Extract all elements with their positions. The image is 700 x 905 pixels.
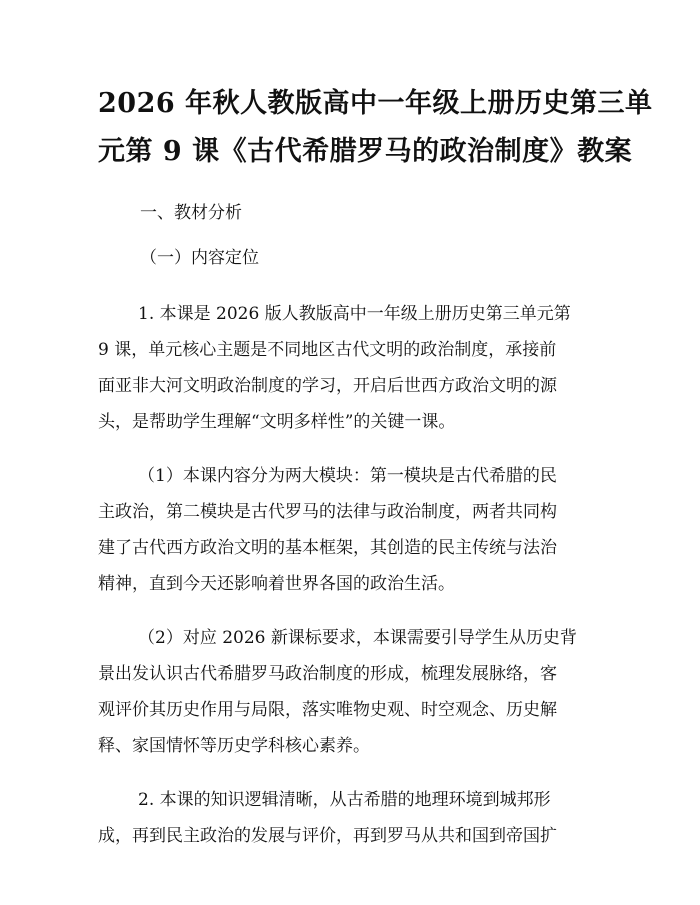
paragraph-line: 成，再到民主政治的发展与评价，再到罗马从共和国到帝国扩 [98,826,557,846]
paragraph-line: 2. 本课的知识逻辑清晰，从古希腊的地理环境到城邦形 [138,790,551,810]
paragraph-line: 景出发认识古代希腊罗马政治制度的形成，梳理发展脉络，客 [98,664,557,684]
paragraph-line: 建了古代西方政治文明的基本框架，其创造的民主传统与法治 [98,538,557,558]
paragraph-line: 1. 本课是 2026 版人教版高中一年级上册历史第三单元第 [138,304,571,324]
paragraph-1 [98,296,602,440]
paragraph-line: 释、家国情怀等历史学科核心素养。 [98,736,370,756]
paragraph-line: （2）对应 2026 新课标要求，本课需要引导学生从历史背 [138,628,577,648]
title-line: 元第 9 课《古代希腊罗马的政治制度》教案 [98,136,633,167]
document-title [98,80,653,176]
subsection-heading: （一）内容定位 [140,248,259,268]
paragraph-line: （1）本课内容分为两大模块：第一模块是古代希腊的民 [138,466,557,486]
title-line: 2026 年秋人教版高中一年级上册历史第三单 [98,88,653,119]
paragraph-line: 主政治，第二模块是古代罗马的法律与政治制度，两者共同构 [98,502,557,522]
paragraph-line: 面亚非大河文明政治制度的学习，开启后世西方政治文明的源 [98,376,557,396]
paragraph-line: 头，是帮助学生理解“文明多样性”的关键一课。 [98,412,456,432]
paragraph-line: 精神，直到今天还影响着世界各国的政治生活。 [98,574,455,594]
paragraph-2 [98,458,602,602]
paragraph-3 [98,620,602,764]
section-heading: 一、教材分析 [140,203,242,223]
paragraph-line: 观评价其历史作用与局限，落实唯物史观、时空观念、历史解 [98,700,557,720]
paragraph-line: 9 课，单元核心主题是不同地区古代文明的政治制度，承接前 [98,340,557,360]
paragraph-4 [98,782,602,854]
